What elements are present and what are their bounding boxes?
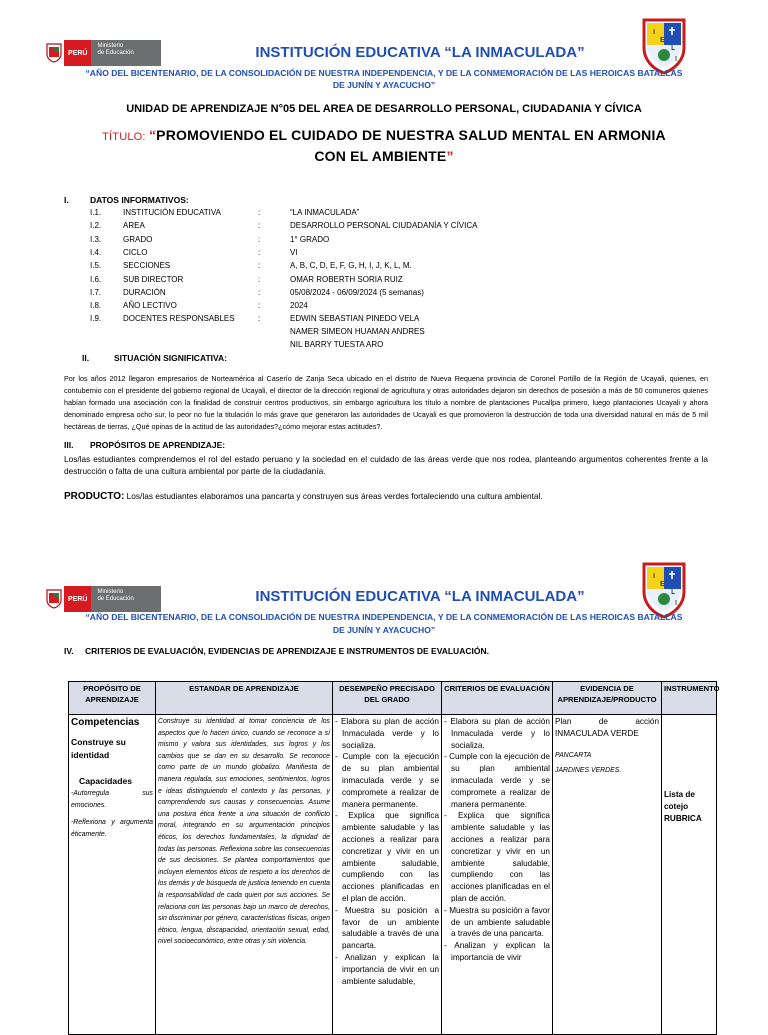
subtitle-2-line-1: “AÑO DEL BICENTENARIO, DE LA CONSOLIDACIÓN DE NUESTRA INDEPENDENCIA, Y DE LA CONMEMORACIÓN DE LAS HEROICAS BATALLAS bbox=[85, 612, 683, 622]
unidad-heading: UNIDAD DE APRENDIZAJE N°05 DEL AREA DE DESARROLLO PERSONAL, CIUDADANIA Y CÍVICA bbox=[126, 103, 642, 115]
datos-separator: : bbox=[258, 301, 261, 311]
cell-desempeno bbox=[333, 715, 442, 1035]
situacion-significativa: Por los años 2012 llegaron empresarios de Norteamérica al Caserío de Zanja Seca ubicado en el distrito de Nueva Requena provincia de Coronel Portillo de la Región de Ucayali, quienes, en contubernio con el presidente del gobierno regional de Ucayali, el director de la dirección regional de agricultura y otras autoridades dejaron sin derechos de posesión a más de 50 comuneros quienes habían formado una asociación con la finalidad de construir centros productivos, sin embargo agricultura los título a nombre de plantaciones Pucallpa primero, luego plantaciones Ucayali y ahora denominado empresa ocho sur, lo peor no fue la titulación lo más grave que generaron las autoridades de Ucayali es que promovieron la destrucción de toda una diversidad natural en más de 5 mil hectáreas de tierras, ¿Qué opinas de la actitud de las autoridades?¿cómo mejorar estas actitudes?. bbox=[64, 374, 708, 431]
peru-shield-icon bbox=[44, 586, 64, 612]
peru-label: PERÚ bbox=[64, 40, 91, 66]
datos-num: I.9. bbox=[90, 314, 102, 324]
datos-num: I.5. bbox=[90, 261, 102, 271]
evidencia-pancarta: PANCARTA bbox=[555, 751, 592, 759]
school-title-2: INSTITUCIÓN EDUCATIVA “LA INMACULADA” bbox=[255, 588, 585, 605]
instrumento-lista: Lista de cotejo bbox=[664, 789, 695, 811]
desempeno-item: - Muestra su posición a favor de un ambiente saludable a través de una pancarta. bbox=[335, 905, 439, 952]
svg-text:E: E bbox=[660, 36, 665, 44]
table-row bbox=[69, 715, 717, 1035]
datos-separator: : bbox=[258, 274, 261, 284]
titulo-line-2: CON EL AMBIENTE bbox=[314, 148, 447, 164]
svg-text:I: I bbox=[653, 28, 656, 36]
competencias-label: Competencias bbox=[71, 717, 140, 728]
datos-value: 05/08/2024 - 06/09/2024 (5 semanas) bbox=[290, 287, 424, 297]
evidencia-jardines: JARDINES VERDES. bbox=[555, 767, 622, 775]
criterios-item: - Explica que significa ambiente saludable y las acciones a realizar para concretizar y vivir en un ambiente saludable, cumpliendo con las acciones planificadas en el plan de acción. bbox=[444, 810, 550, 904]
datos-value: 1° GRADO bbox=[290, 234, 330, 244]
datos-label: DOCENTES RESPONSABLES bbox=[123, 314, 235, 324]
section-1-number: I. bbox=[64, 195, 69, 205]
section-1-title: DATOS INFORMATIVOS: bbox=[90, 195, 189, 205]
docente-2: NAMER SIMEON HUAMAN ANDRES bbox=[290, 327, 425, 336]
svg-text:E: E bbox=[660, 580, 665, 588]
capacidad-2: -Reflexiona y argumenta éticamente. bbox=[71, 819, 153, 838]
desempeno-item: - Analizan y explican la importancia de vivir en un ambiente saludable, bbox=[335, 952, 439, 987]
header-evidencia: EVIDENCIA DE APRENDIZAJE/PRODUCTO bbox=[553, 682, 662, 715]
datos-value: A, B, C, D, E, F, G, H, I, J, K, L, M. bbox=[290, 261, 412, 271]
section-2-number: II. bbox=[82, 353, 90, 363]
school-title: INSTITUCIÓN EDUCATIVA “LA INMACULADA” bbox=[255, 44, 585, 61]
svg-text:L: L bbox=[671, 44, 675, 52]
header-proposito: PROPÓSITO DE APRENDIZAJE bbox=[69, 682, 156, 715]
svg-text:L: L bbox=[671, 588, 675, 596]
competencia-name: Construye su identidad bbox=[71, 737, 126, 760]
desempeno-item: - Cumple con la ejecución de su plan ambiental inmaculada verde y se compromete a realizar de manera permanente. bbox=[335, 751, 439, 810]
datos-separator: : bbox=[258, 234, 261, 244]
subtitle-line-2: DE JUNÍN Y AYACUCHO” bbox=[332, 80, 436, 90]
datos-label: AÑO LECTIVO bbox=[123, 301, 177, 311]
datos-value: EDWIN SEBASTIAN PINEDO VELA bbox=[290, 314, 420, 324]
section-3-number: III. bbox=[64, 440, 74, 450]
datos-label: SECCIONES bbox=[123, 261, 171, 271]
desempeno-item: - Explica que significa ambiente saludable y las acciones a realizar para concretizar y vivir en un ambiente saludable, cumpliendo con las acciones planificadas en el plan de acción. bbox=[335, 810, 439, 904]
subtitle-line-1: “AÑO DEL BICENTENARIO, DE LA CONSOLIDACIÓN DE NUESTRA INDEPENDENCIA, Y DE LA CONMEMORACIÓN DE LAS HEROICAS BATALLAS bbox=[85, 68, 683, 78]
peru-label: PERÚ bbox=[64, 586, 91, 612]
evidencia-plan: Plan de acción INMACULADA VERDE bbox=[555, 717, 659, 738]
titulo-line-1: PROMOVIENDO EL CUIDADO DE NUESTRA SALUD MENTAL EN ARMONIA bbox=[156, 127, 666, 143]
datos-separator: : bbox=[258, 287, 261, 297]
datos-separator: : bbox=[258, 261, 261, 271]
datos-label: GRADO bbox=[123, 234, 153, 244]
capacidades-label: Capacidades bbox=[79, 776, 133, 786]
titulo-label: TÍTULO: bbox=[102, 131, 149, 143]
datos-num: I.8. bbox=[90, 301, 102, 311]
datos-num: I.6. bbox=[90, 274, 102, 284]
section-2-title: SITUACIÓN SIGNIFICATIVA: bbox=[114, 353, 228, 363]
datos-value: OMAR ROBERTH SORIA RUIZ bbox=[290, 274, 403, 284]
propositos-text: Los/las estudiantes comprendemos el rol del estado peruano y la sociedad en el cuidado de las áreas verde que nos rodea, planteando argumentos coherentes frente a la destrucción o falta de una cultura ambiental por parte de la ciudadanía. bbox=[64, 454, 708, 476]
datos-num: I.3. bbox=[90, 234, 102, 244]
datos-num: I.1. bbox=[90, 208, 102, 217]
ministry-label: Ministerio de Educación bbox=[91, 586, 161, 612]
datos-separator: : bbox=[258, 247, 261, 257]
datos-num: I.2. bbox=[90, 221, 102, 231]
subtitle-2-line-2: DE JUNÍN Y AYACUCHO” bbox=[332, 625, 436, 635]
datos-label: SUB DIRECTOR bbox=[123, 274, 184, 284]
section-3-title: PROPÓSITOS DE APRENDIZAJE: bbox=[90, 440, 226, 450]
unit-title: TÍTULO: “PROMOVIENDO EL CUIDADO DE NUESTRA SALUD MENTAL EN ARMONIA CON EL AMBIENTE” bbox=[102, 127, 666, 164]
section-4-title: CRITERIOS DE EVALUACIÓN, EVIDENCIAS DE APRENDIZAJE E INSTRUMENTOS DE EVALUACIÓN. bbox=[85, 646, 489, 656]
table-header-row bbox=[69, 682, 717, 715]
svg-text:I: I bbox=[675, 55, 678, 63]
producto-label: PRODUCTO: bbox=[64, 491, 125, 502]
datos-label: AREA bbox=[123, 221, 145, 231]
cell-estandar bbox=[156, 715, 333, 1035]
ministry-logo-2 bbox=[44, 586, 161, 612]
producto-text: Los/las estudiantes elaboramos una pancarta y construyen sus áreas verdes fortaleciendo una cultura ambiental. bbox=[124, 491, 543, 501]
cell-proposito bbox=[69, 715, 156, 1035]
datos-value: 2024 bbox=[290, 301, 308, 311]
criteria-table bbox=[68, 681, 720, 1035]
criterios-item: - Muestra su posición a favor de un ambiente saludable a través de una pancarta. bbox=[444, 905, 550, 940]
datos-value: DESARROLLO PERSONAL CIUDADANÍA Y CÍVICA bbox=[290, 221, 478, 231]
datos-separator: : bbox=[258, 208, 261, 217]
svg-text:I: I bbox=[675, 599, 678, 607]
datos-separator: : bbox=[258, 314, 261, 324]
datos-num: I.4. bbox=[90, 247, 102, 257]
header-estandar: ESTANDAR DE APRENDIZAJE bbox=[156, 682, 333, 715]
datos-value: VI bbox=[290, 247, 298, 257]
ministry-logo bbox=[44, 40, 161, 66]
desempeno-item: - Elabora su plan de acción Inmaculada verde y lo socializa. bbox=[335, 716, 439, 751]
ministry-label: Ministerio de Educación bbox=[91, 40, 161, 66]
header-criterios: CRITERIOS DE EVALUACIÓN bbox=[442, 682, 553, 715]
datos-label: INSTITUCIÓN EDUCATIVA bbox=[123, 208, 221, 217]
criterios-item: - Elabora su plan de acción Inmaculada verde y lo socializa. bbox=[444, 716, 550, 751]
criterios-item: - Analizan y explican la importancia de vivir bbox=[444, 940, 550, 964]
section-4-number: IV. bbox=[64, 646, 74, 656]
peru-shield-icon bbox=[44, 40, 64, 66]
criterios-item: - Cumple con la ejecución de su plan ambiental inmaculada verde y se compromete a realizar de manera permanente. bbox=[444, 751, 550, 810]
header-instrumento: INSTRUMENTO bbox=[662, 682, 717, 715]
estandar-text: Construye su identidad al tomar conciencia de los aspectos que lo hacen único, cuando se reconoce a sí mismo y valora sus identidades, sus logros y los cambios que se dan en su desarrollo. Se reconoce como parte de un mundo globalizo. Manifiesta de manera regulada, sus emociones, sentimientos, logros e ideas distinguiendo el contexto y las personas, y comprendiendo sus causas y consecuencias. Asume una postura ética frente a una situación de conflicto moral, integrando en su argumentación principios éticos, los derechos fundamentales, la dignidad de todas las personas. Reflexiona sobre las consecuencias de sus decisiones. Se plantea comportamientos que incluyen elementos éticos de respeto a los derechos de los demás y de búsqueda de justicia teniendo en cuenta la responsabilidad de cada quien por sus acciones. Se relaciona con las personas bajo un marco de derechos, sin discriminar por género, características físicas, origen étnico, lengua, discapacidad, orientación sexual, edad, nivel socioeconómico, entre otras y sin violencia. bbox=[158, 718, 330, 946]
criterios-list bbox=[444, 716, 550, 964]
header-desempeno: DESEMPEÑO PRECISADO DEL GRADO bbox=[333, 682, 442, 715]
cell-criterios bbox=[442, 715, 553, 1035]
datos-label: CICLO bbox=[123, 247, 148, 257]
svg-text:I: I bbox=[653, 572, 656, 580]
datos-separator: : bbox=[258, 221, 261, 231]
desempeno-list bbox=[335, 716, 439, 987]
instrumento-rubrica: RUBRICA bbox=[664, 813, 702, 823]
capacidad-1: -Autorregula sus emociones. bbox=[71, 790, 153, 809]
cell-evidencia bbox=[553, 715, 662, 1035]
datos-num: I.7. bbox=[90, 287, 102, 297]
docente-3: NIL BARRY TUESTA ARO bbox=[290, 340, 384, 349]
datos-label: DURACIÓN bbox=[123, 287, 166, 297]
producto bbox=[64, 490, 708, 503]
datos-value: “LA INMACULADA” bbox=[290, 208, 360, 217]
cell-instrumento bbox=[662, 715, 717, 1035]
